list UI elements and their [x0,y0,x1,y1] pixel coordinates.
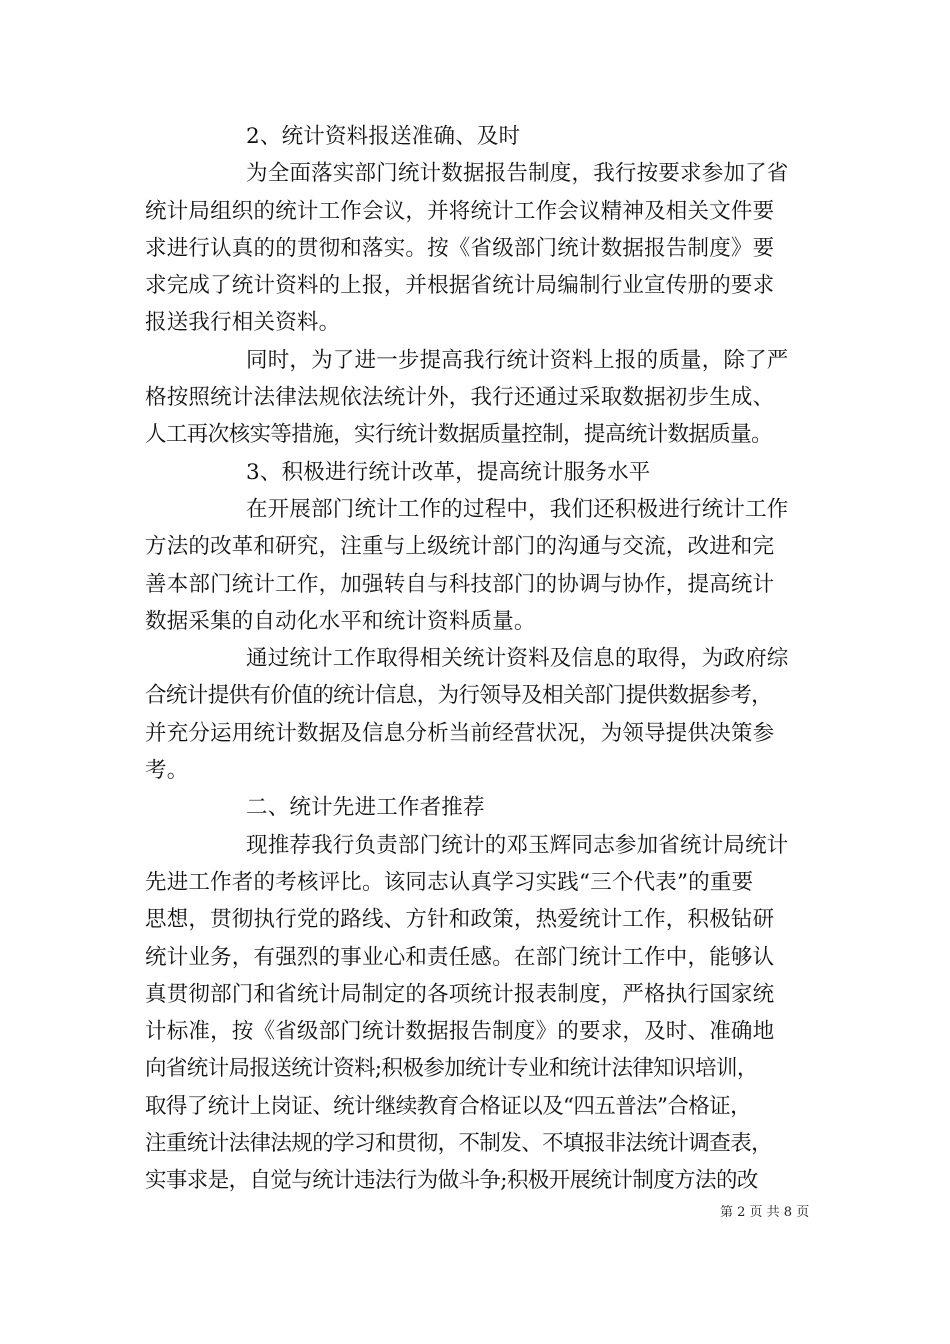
text-line: 先进工作者的考核评比。该同志认真学习实践“三个代表”的重要 [145,869,754,895]
text-line: 数据采集的自动化水平和统计资料质量。 [145,608,536,634]
text-line: 为全面落实部门统计数据报告制度，我行按要求参加了省 [246,161,789,187]
text-line: 在开展部门统计工作的过程中，我们还积极进行统计工作 [246,496,789,522]
text-line: 统计局组织的统计工作会议，并将统计工作会议精神及相关文件要 [145,198,775,224]
document-body [145,118,805,1200]
text-line: 通过统计工作取得相关统计资料及信息的取得，为政府综 [246,646,789,672]
text-line: 报送我行相关资料。 [145,310,341,336]
text-line: 同时，为了进一步提高我行统计资料上报的质量，除了严 [246,347,789,373]
text-line: 实事求是，自觉与统计违法行为做斗争;积极开展统计制度方法的改 [145,1168,758,1194]
text-line: 合统计提供有价值的统计信息，为行领导及相关部门提供数据参考， [145,683,773,709]
text-line: 注重统计法律法规的学习和贯彻，不制发、不填报非法统计调查表， [145,1131,773,1157]
text-line: 人工再次核实等措施，实行统计数据质量控制，提高统计数据质量。 [145,422,773,448]
text-line: 2、统计资料报送准确、及时 [246,124,521,149]
text-line: 方法的改革和研究，注重与上级统计部门的沟通与交流，改进和完 [145,534,775,560]
page-number: 第 2 页 共 8 页 [720,1205,810,1220]
text-line: 真贯彻部门和省统计局制定的各项统计报表制度，严格执行国家统 [145,981,775,1007]
text-line: 善本部门统计工作，加强转自与科技部门的协调与协作，提高统计 [145,571,775,597]
text-line: 格按照统计法律法规依法统计外，我行还通过采取数据初步生成、 [145,385,775,411]
text-line: 考。 [145,758,189,784]
section-heading: 3、积极进行统计改革，提高统计服务水平 [246,459,651,485]
text-line: 并充分运用统计数据及信息分析当前经营状况，为领导提供决策参 [145,720,775,746]
text-line: 求进行认真的的贯彻和落实。按《省级部门统计数据报告制度》要 [145,235,775,261]
text-line: 求完成了统计资料的上报，并根据省统计局编制行业宣传册的要求 [145,273,775,299]
section-heading: 二、统计先进工作者推荐 [246,795,485,821]
text-line: 计标准，按《省级部门统计数据报告制度》的要求，及时、准确地 [145,1019,775,1045]
text-line: 统计业务，有强烈的事业心和责任感。在部门统计工作中，能够认 [145,944,775,970]
text-line: 取得了统计上岗证、统计继续教育合格证以及“四五普法”合格证， [145,1093,751,1119]
text-line: 思想，贯彻执行党的路线、方针和政策，热爱统计工作，积极钻研 [145,907,775,933]
text-line: 现推荐我行负责部门统计的邓玉辉同志参加省统计局统计 [246,832,789,858]
text-line: 向省统计局报送统计资料;积极参加统计专业和统计法律知识培训， [145,1056,758,1082]
